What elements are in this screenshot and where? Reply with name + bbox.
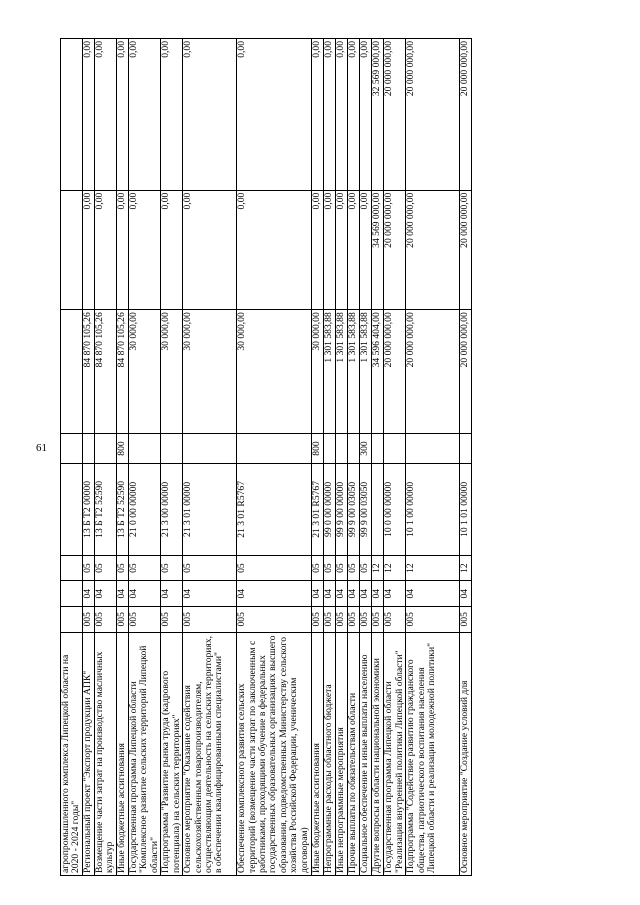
cell-amount-1: 1 301 583,88 <box>348 310 360 434</box>
cell-amount-2: 0,00 <box>83 190 95 310</box>
cell-kod: 005 <box>360 606 372 632</box>
cell-name: Подпрограмма "Содействие развитию гражданского общества, патриотического воспитания населения Липецкой области и реализации молодежной политики" <box>406 632 460 875</box>
cell-amount-3: 32 569 000,00 <box>372 39 384 191</box>
cell-amount-2 <box>61 190 83 310</box>
cell-kod: 005 <box>83 606 95 632</box>
cell-amount-3: 0,00 <box>348 39 360 191</box>
cell-amount-1: 30 000,00 <box>129 310 161 434</box>
cell-razdel: 04 <box>460 581 472 607</box>
cell-csr: 21 0 00 00000 <box>129 463 161 555</box>
rotated-table-container <box>60 38 580 876</box>
table-row <box>83 39 95 876</box>
cell-kod: 005 <box>129 606 161 632</box>
cell-razdel: 04 <box>348 581 360 607</box>
cell-podrazdel: 05 <box>161 555 183 581</box>
cell-amount-2: 34 569 000,00 <box>372 190 384 310</box>
cell-amount-1: 34 596 404,00 <box>372 310 384 434</box>
budget-table <box>60 38 472 876</box>
cell-podrazdel: 12 <box>372 555 384 581</box>
cell-name: Возмещение части затрат на производство масличных культур <box>95 632 117 875</box>
budget-table-body <box>61 39 472 876</box>
table-row <box>336 39 348 876</box>
cell-name: агропромышленного комплекса Липецкой области на 2020 - 2024 годы" <box>61 632 83 875</box>
cell-podrazdel: 05 <box>348 555 360 581</box>
cell-kod: 005 <box>406 606 460 632</box>
cell-podrazdel: 05 <box>83 555 95 581</box>
cell-amount-3: 0,00 <box>312 39 324 191</box>
cell-vr: 800 <box>117 434 129 464</box>
cell-amount-3: 0,00 <box>324 39 336 191</box>
cell-csr: 99 9 00 00000 <box>336 463 348 555</box>
cell-csr: 13 Б Т2 00000 <box>83 463 95 555</box>
cell-kod: 005 <box>348 606 360 632</box>
cell-amount-1 <box>61 310 83 434</box>
table-row <box>372 39 384 876</box>
cell-amount-2: 0,00 <box>312 190 324 310</box>
cell-amount-1: 30 000,00 <box>161 310 183 434</box>
cell-name: Иные бюджетные ассигнования <box>117 632 129 875</box>
cell-amount-1: 20 000 000,00 <box>406 310 460 434</box>
cell-amount-2: 20 000 000,00 <box>384 190 406 310</box>
cell-vr <box>324 434 336 464</box>
cell-podrazdel: 12 <box>384 555 406 581</box>
cell-kod: 005 <box>237 606 312 632</box>
cell-razdel: 04 <box>372 581 384 607</box>
cell-name: Основное мероприятие "Создание условий для <box>460 632 472 875</box>
cell-vr: 300 <box>360 434 372 464</box>
cell-name: Государственная программа Липецкой области "Реализация внутренней политики Липецкой области" <box>384 632 406 875</box>
cell-vr <box>348 434 360 464</box>
cell-amount-3: 20 000 000,00 <box>460 39 472 191</box>
cell-name: Прочие выплаты по обязательствам области <box>348 632 360 875</box>
table-row <box>384 39 406 876</box>
cell-vr <box>336 434 348 464</box>
cell-razdel: 04 <box>360 581 372 607</box>
cell-amount-3: 20 000 000,00 <box>406 39 460 191</box>
cell-csr: 21 3 00 00000 <box>161 463 183 555</box>
cell-razdel: 04 <box>406 581 460 607</box>
table-row <box>117 39 129 876</box>
cell-amount-3: 0,00 <box>336 39 348 191</box>
cell-amount-2: 0,00 <box>117 190 129 310</box>
cell-razdel: 04 <box>129 581 161 607</box>
cell-csr: 99 9 00 03050 <box>348 463 360 555</box>
cell-amount-2: 0,00 <box>348 190 360 310</box>
page-number: 61 <box>36 442 47 454</box>
cell-vr <box>460 434 472 464</box>
cell-vr <box>183 434 237 464</box>
cell-razdel: 04 <box>117 581 129 607</box>
cell-amount-2: 0,00 <box>161 190 183 310</box>
cell-name: Иные бюджетные ассигнования <box>312 632 324 875</box>
cell-razdel: 04 <box>95 581 117 607</box>
cell-amount-2: 0,00 <box>360 190 372 310</box>
cell-amount-1: 20 000 000,00 <box>384 310 406 434</box>
cell-amount-3: 0,00 <box>183 39 237 191</box>
cell-razdel: 04 <box>83 581 95 607</box>
cell-csr <box>61 463 83 555</box>
cell-amount-1: 1 301 583,88 <box>336 310 348 434</box>
cell-csr: 21 3 01 R5767 <box>237 463 312 555</box>
table-row <box>161 39 183 876</box>
cell-name: Основное мероприятие "Оказание содействия сельскохозяйственным товаропроизводителям, осуществляющим деятельность на сельских территориях, в обеспечении квалифицированными специалистами" <box>183 632 237 875</box>
cell-vr <box>129 434 161 464</box>
cell-amount-1: 30 000,00 <box>237 310 312 434</box>
table-row <box>460 39 472 876</box>
cell-podrazdel: 05 <box>336 555 348 581</box>
cell-razdel: 04 <box>237 581 312 607</box>
cell-kod: 005 <box>161 606 183 632</box>
cell-podrazdel: 05 <box>129 555 161 581</box>
cell-name: Иные непрограммные мероприятия <box>336 632 348 875</box>
cell-amount-2: 0,00 <box>324 190 336 310</box>
cell-kod: 005 <box>312 606 324 632</box>
cell-kod: 005 <box>117 606 129 632</box>
cell-kod: 005 <box>324 606 336 632</box>
cell-razdel: 04 <box>336 581 348 607</box>
table-row <box>406 39 460 876</box>
cell-kod <box>61 606 83 632</box>
cell-csr: 13 Б Т2 52590 <box>95 463 117 555</box>
cell-csr: 21 3 01 R5767 <box>312 463 324 555</box>
cell-name: Региональный проект "Экспорт продукции АПК" <box>83 632 95 875</box>
cell-podrazdel <box>61 555 83 581</box>
table-row <box>312 39 324 876</box>
cell-kod: 005 <box>95 606 117 632</box>
table-row <box>61 39 83 876</box>
cell-csr: 10 0 00 00000 <box>384 463 406 555</box>
cell-vr <box>95 434 117 464</box>
table-row <box>95 39 117 876</box>
table-row <box>183 39 237 876</box>
cell-vr <box>406 434 460 464</box>
cell-amount-3: 0,00 <box>161 39 183 191</box>
cell-amount-3: 0,00 <box>117 39 129 191</box>
cell-amount-2: 0,00 <box>336 190 348 310</box>
rotated-table-wrapper <box>60 38 580 876</box>
cell-amount-2: 20 000 000,00 <box>460 190 472 310</box>
cell-amount-3: 0,00 <box>83 39 95 191</box>
cell-amount-3: 0,00 <box>95 39 117 191</box>
cell-csr <box>372 463 384 555</box>
cell-amount-3: 20 000 000,00 <box>384 39 406 191</box>
cell-amount-2: 0,00 <box>183 190 237 310</box>
table-row <box>129 39 161 876</box>
cell-razdel: 04 <box>312 581 324 607</box>
cell-amount-1: 1 301 583,88 <box>324 310 336 434</box>
cell-kod: 005 <box>460 606 472 632</box>
cell-podrazdel: 12 <box>460 555 472 581</box>
cell-csr: 10 1 01 00000 <box>460 463 472 555</box>
table-row <box>324 39 336 876</box>
cell-razdel: 04 <box>161 581 183 607</box>
cell-podrazdel: 05 <box>237 555 312 581</box>
cell-vr <box>161 434 183 464</box>
cell-csr: 10 1 00 00000 <box>406 463 460 555</box>
table-row <box>348 39 360 876</box>
cell-name: Социальное обеспечение и иные выплаты населению <box>360 632 372 875</box>
cell-csr: 99 0 00 00000 <box>324 463 336 555</box>
cell-name: Обеспечение комплексного развития сельских территорий (возмещение части затрат по заключенным с работниками, проходящими обучение в федеральных государственных образовательных организациях высшего образования, подведомственных Министерству сельского хозяйства Российской Федерации, ученическим договорам) <box>237 632 312 875</box>
cell-kod: 005 <box>183 606 237 632</box>
cell-podrazdel: 12 <box>406 555 460 581</box>
cell-razdel: 04 <box>384 581 406 607</box>
cell-kod: 005 <box>336 606 348 632</box>
cell-kod: 005 <box>384 606 406 632</box>
cell-amount-3 <box>61 39 83 191</box>
cell-amount-1: 84 870 105,26 <box>83 310 95 434</box>
cell-razdel: 04 <box>324 581 336 607</box>
cell-amount-1: 30 000,00 <box>183 310 237 434</box>
cell-amount-1: 84 870 105,26 <box>117 310 129 434</box>
cell-razdel: 04 <box>183 581 237 607</box>
cell-name: Подпрограмма "Развитие рынка труда (кадрового потенциала) на сельских территориях" <box>161 632 183 875</box>
table-row <box>237 39 312 876</box>
cell-vr <box>83 434 95 464</box>
cell-vr <box>372 434 384 464</box>
cell-amount-2: 0,00 <box>129 190 161 310</box>
cell-amount-1: 20 000 000,00 <box>460 310 472 434</box>
cell-csr: 99 9 00 03050 <box>360 463 372 555</box>
cell-amount-1: 30 000,00 <box>312 310 324 434</box>
cell-amount-3: 0,00 <box>237 39 312 191</box>
cell-podrazdel: 05 <box>324 555 336 581</box>
cell-name: Непрограммные расходы областного бюджета <box>324 632 336 875</box>
cell-amount-1: 84 870 105,26 <box>95 310 117 434</box>
table-row <box>360 39 372 876</box>
cell-razdel <box>61 581 83 607</box>
cell-kod: 005 <box>372 606 384 632</box>
cell-podrazdel: 05 <box>117 555 129 581</box>
cell-amount-3: 0,00 <box>129 39 161 191</box>
cell-csr: 21 3 01 00000 <box>183 463 237 555</box>
cell-podrazdel: 05 <box>312 555 324 581</box>
cell-podrazdel: 05 <box>183 555 237 581</box>
cell-amount-3: 0,00 <box>360 39 372 191</box>
cell-amount-2: 0,00 <box>237 190 312 310</box>
cell-podrazdel: 05 <box>95 555 117 581</box>
cell-name: Другие вопросы в области национальной экономики <box>372 632 384 875</box>
cell-vr <box>384 434 406 464</box>
cell-name: Государственная программа Липецкой области "Комплексное развитие сельских территорий Липецкой области" <box>129 632 161 875</box>
cell-amount-2: 0,00 <box>95 190 117 310</box>
cell-amount-1: 1 301 583,88 <box>360 310 372 434</box>
cell-vr <box>61 434 83 464</box>
cell-vr: 800 <box>312 434 324 464</box>
cell-csr: 13 Б Т2 52590 <box>117 463 129 555</box>
cell-podrazdel: 05 <box>360 555 372 581</box>
cell-vr <box>237 434 312 464</box>
cell-amount-2: 20 000 000,00 <box>406 190 460 310</box>
